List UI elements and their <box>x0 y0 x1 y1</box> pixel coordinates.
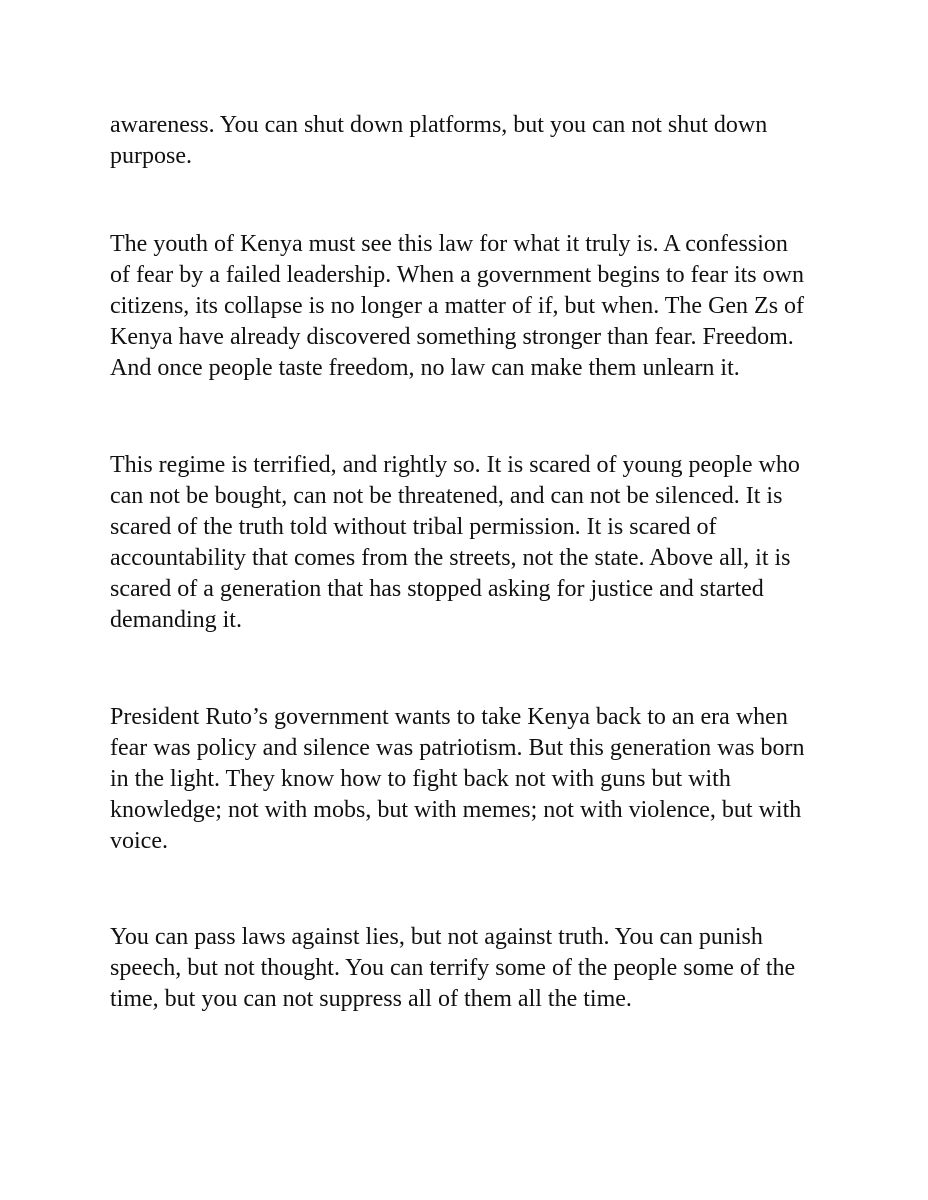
text-line: President Ruto’s government wants to take Kenya back to an era when <box>110 704 788 730</box>
text-line: scared of a generation that has stopped asking for justice and started <box>110 576 764 602</box>
text-line: knowledge; not with mobs, but with memes; not with violence, but with <box>110 797 802 823</box>
text-line: can not be bought, can not be threatened, and can not be silenced. It is <box>110 483 783 509</box>
text-line: awareness. You can shut down platforms, but you can not shut down <box>110 112 768 138</box>
text-line: citizens, its collapse is no longer a matter of if, but when. The Gen Zs of <box>110 293 805 319</box>
text-line: speech, but not thought. You can terrify some of the people some of the <box>110 955 796 981</box>
text-line: The youth of Kenya must see this law for what it truly is. A confession <box>110 231 788 257</box>
paragraph-president-ruto <box>110 702 830 857</box>
text-line: Kenya have already discovered something stronger than fear. Freedom. <box>110 324 794 350</box>
text-line: purpose. <box>110 143 192 169</box>
paragraph-awareness <box>110 110 830 172</box>
text-line: of fear by a failed leadership. When a government begins to fear its own <box>110 262 804 288</box>
text-line: And once people taste freedom, no law can make them unlearn it. <box>110 355 740 381</box>
text-line: in the light. They know how to fight back not with guns but with <box>110 766 731 792</box>
text-line: fear was policy and silence was patriotism. But this generation was born <box>110 735 805 761</box>
paragraph-pass-laws <box>110 922 830 1015</box>
text-line: accountability that comes from the streets, not the state. Above all, it is <box>110 545 791 571</box>
paragraph-youth-of-kenya <box>110 229 830 384</box>
paragraph-regime-terrified <box>110 450 830 636</box>
text-line: time, but you can not suppress all of them all the time. <box>110 986 632 1012</box>
text-line: You can pass laws against lies, but not against truth. You can punish <box>110 924 763 950</box>
text-line: scared of the truth told without tribal permission. It is scared of <box>110 514 717 540</box>
text-line: demanding it. <box>110 607 242 633</box>
text-line: voice. <box>110 828 168 854</box>
text-line: This regime is terrified, and rightly so. It is scared of young people who <box>110 452 800 478</box>
